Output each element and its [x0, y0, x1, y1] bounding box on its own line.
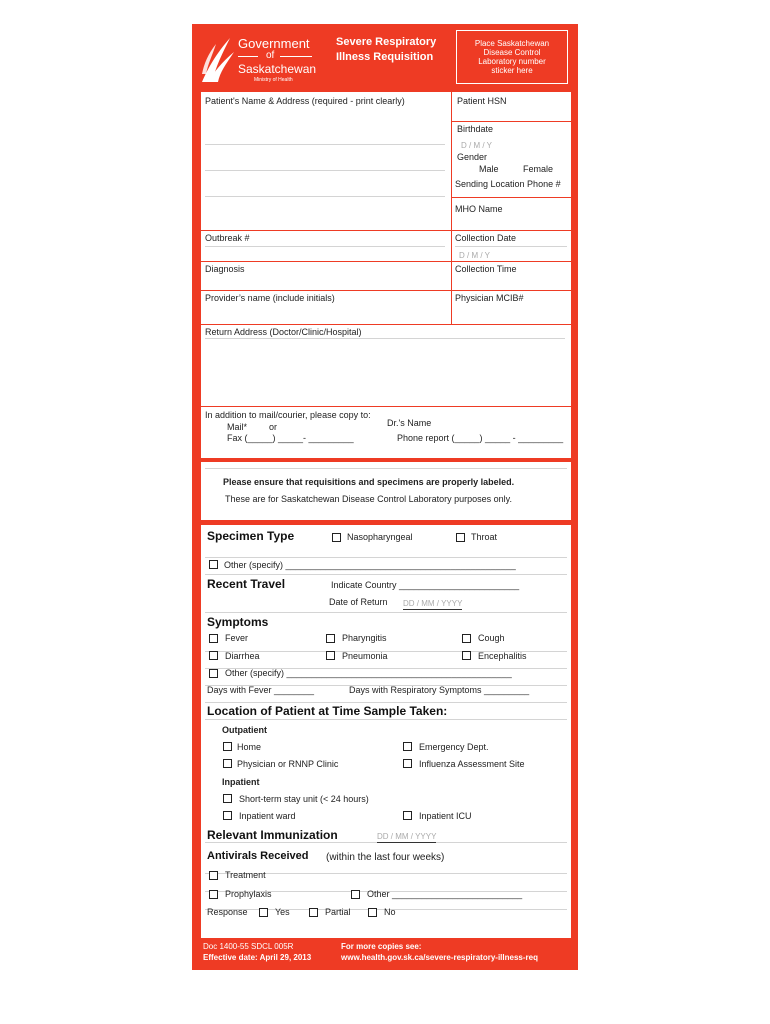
divider — [201, 261, 571, 262]
sticker-line: Disease Control — [483, 48, 541, 57]
copy-or-label: or — [269, 422, 278, 432]
phone-report-field[interactable]: Phone report (_____) _____ - _________ — [397, 433, 564, 443]
write-line — [455, 246, 567, 247]
requisition-form — [192, 24, 578, 970]
collection-date-label[interactable]: Collection Date — [455, 233, 517, 243]
prophylaxis-checkbox[interactable] — [209, 890, 218, 899]
pneumonia-label: Pneumonia — [342, 651, 388, 661]
throat-checkbox[interactable] — [456, 533, 465, 542]
symptoms-heading: Symptoms — [207, 615, 269, 629]
response-partial-checkbox[interactable] — [309, 908, 318, 917]
collection-time-label[interactable]: Collection Time — [455, 264, 517, 274]
sending-location-phone-label[interactable]: Sending Location Phone # — [455, 179, 561, 189]
home-label: Home — [237, 742, 262, 752]
antivirals-other-field[interactable]: Other __________________________ — [367, 889, 523, 899]
prophylaxis-label: Prophylaxis — [225, 889, 272, 899]
encephalitis-checkbox[interactable] — [462, 651, 471, 660]
ministry-label: Ministry of Health — [254, 77, 293, 83]
fever-label: Fever — [225, 633, 249, 643]
date-of-return-label: Date of Return — [329, 597, 388, 607]
copies-url-link[interactable]: www.health.gov.sk.ca/severe-respiratory-illness-req — [341, 953, 538, 962]
divider — [451, 121, 571, 122]
specimen-other-field[interactable]: Other (specify) ______________________________________________ — [224, 560, 516, 570]
encephalitis-label: Encephalitis — [478, 651, 527, 661]
write-line — [205, 557, 567, 558]
response-yes-checkbox[interactable] — [259, 908, 268, 917]
write-line — [205, 702, 567, 703]
notice-panel — [201, 462, 571, 520]
copy-fax-field[interactable]: Fax (_____) _____- _________ — [227, 433, 354, 443]
mho-name-label[interactable]: MHO Name — [455, 204, 503, 214]
treatment-checkbox[interactable] — [209, 871, 218, 880]
treatment-label: Treatment — [225, 870, 266, 880]
collection-date-format: D / M / Y — [459, 251, 490, 260]
divider — [238, 56, 258, 57]
divider — [451, 197, 571, 198]
inpatient-icu-checkbox[interactable] — [403, 811, 412, 820]
write-line — [205, 574, 567, 575]
notice-line2: These are for Saskatchewan Disease Control Laboratory purposes only. — [225, 494, 512, 504]
copy-to-intro: In addition to mail/courier, please copy to: — [205, 410, 371, 420]
nasopharyngeal-checkbox[interactable] — [332, 533, 341, 542]
symptoms-other-field[interactable]: Other (specify) _____________________________________________ — [225, 668, 512, 678]
cough-checkbox[interactable] — [462, 634, 471, 643]
write-line — [205, 468, 567, 469]
copies-label: For more copies see: — [341, 942, 422, 951]
doc-number: Doc 1400-55 SDCL 005R — [203, 942, 294, 951]
divider — [201, 290, 571, 291]
response-label: Response — [207, 907, 248, 917]
dr-name-label[interactable]: Dr.'s Name — [387, 418, 432, 428]
copy-mail-option[interactable]: Mail* — [227, 422, 248, 432]
diarrhea-label: Diarrhea — [225, 651, 260, 661]
fever-checkbox[interactable] — [209, 634, 218, 643]
pneumonia-checkbox[interactable] — [326, 651, 335, 660]
saskatchewan-logo-icon — [200, 34, 236, 84]
patient-hsn-label[interactable]: Patient HSN — [457, 96, 507, 106]
sticker-line: Place Saskatchewan — [474, 39, 550, 48]
birthdate-format: D / M / Y — [461, 141, 492, 150]
specimen-type-heading: Specimen Type — [207, 529, 295, 543]
throat-label: Throat — [471, 532, 498, 542]
influenza-site-label: Influenza Assessment Site — [419, 759, 525, 769]
sticker-line: sticker here — [491, 66, 533, 75]
pharyngitis-label: Pharyngitis — [342, 633, 387, 643]
antivirals-subtitle: (within the last four weeks) — [326, 852, 445, 863]
divider — [201, 324, 571, 325]
inpatient-subheading: Inpatient — [222, 777, 260, 787]
days-fever-field[interactable]: Days with Fever ________ — [207, 685, 315, 695]
influenza-site-checkbox[interactable] — [403, 759, 412, 768]
inpatient-ward-checkbox[interactable] — [223, 811, 232, 820]
response-no-label: No — [384, 907, 396, 917]
emergency-checkbox[interactable] — [403, 742, 412, 751]
physician-rnnp-label: Physician or RNNP Clinic — [237, 759, 339, 769]
response-yes-label: Yes — [275, 907, 290, 917]
sticker-box — [456, 30, 568, 84]
patient-name-address-label[interactable]: Patient's Name & Address (required - print clearly) — [205, 96, 405, 106]
short-term-checkbox[interactable] — [223, 794, 232, 803]
patient-info-panel — [201, 92, 571, 458]
divider — [201, 230, 571, 231]
indicate-country-field[interactable]: Indicate Country ________________________ — [331, 580, 520, 590]
physician-rnnp-checkbox[interactable] — [223, 759, 232, 768]
inpatient-ward-label: Inpatient ward — [239, 811, 296, 821]
response-partial-label: Partial — [325, 907, 351, 917]
home-checkbox[interactable] — [223, 742, 232, 751]
symptoms-other-checkbox[interactable] — [209, 669, 218, 678]
recent-travel-heading: Recent Travel — [207, 577, 286, 591]
diagnosis-label[interactable]: Diagnosis — [205, 264, 245, 274]
form-title-line1: Severe Respiratory — [336, 36, 437, 48]
short-term-label: Short-term stay unit (< 24 hours) — [239, 794, 369, 804]
provider-name-label[interactable]: Provider’s name (include initials) — [205, 293, 335, 303]
outbreak-label[interactable]: Outbreak # — [205, 233, 250, 243]
gender-label: Gender — [457, 152, 488, 162]
effective-date: Effective date: April 29, 2013 — [203, 953, 312, 962]
form-title-line2: Illness Requisition — [336, 51, 434, 63]
location-heading: Location of Patient at Time Sample Taken: — [207, 704, 448, 718]
gender-male-option[interactable]: Male — [479, 164, 499, 174]
sticker-line: Laboratory number — [478, 57, 546, 66]
return-address-label[interactable]: Return Address (Doctor/Clinic/Hospital) — [205, 327, 362, 337]
gender-female-option[interactable]: Female — [523, 164, 554, 174]
outpatient-subheading: Outpatient — [222, 725, 267, 735]
clinical-panel — [201, 525, 571, 938]
write-line — [205, 338, 565, 339]
inpatient-icu-label: Inpatient ICU — [419, 811, 472, 821]
specimen-other-checkbox[interactable] — [209, 560, 218, 569]
immunization-date-field[interactable]: DD / MM / YYYY — [377, 832, 437, 841]
nasopharyngeal-label: Nasopharyngeal — [347, 532, 413, 542]
divider — [201, 406, 571, 407]
response-no-checkbox[interactable] — [368, 908, 377, 917]
gov-of: of — [266, 50, 275, 61]
cough-label: Cough — [478, 633, 505, 643]
antivirals-heading: Antivirals Received — [207, 850, 309, 862]
write-line — [205, 719, 567, 720]
write-line — [205, 144, 445, 145]
pharyngitis-checkbox[interactable] — [326, 634, 335, 643]
physician-mcib-label[interactable]: Physician MCIB# — [455, 293, 524, 303]
diarrhea-checkbox[interactable] — [209, 651, 218, 660]
antivirals-other-checkbox[interactable] — [351, 890, 360, 899]
birthdate-label[interactable]: Birthdate — [457, 124, 494, 134]
immunization-heading: Relevant Immunization — [207, 828, 338, 842]
days-respiratory-field[interactable]: Days with Respiratory Symptoms _________ — [349, 685, 530, 695]
write-line — [205, 246, 445, 247]
gov-line1: Government — [238, 36, 310, 51]
write-line — [205, 170, 445, 171]
date-of-return-field[interactable]: DD / MM / YYYY — [403, 599, 463, 608]
divider — [280, 56, 312, 57]
notice-line1: Please ensure that requisitions and specimens are properly labeled. — [223, 477, 515, 487]
write-line — [205, 196, 445, 197]
write-line — [205, 612, 567, 613]
emergency-label: Emergency Dept. — [419, 742, 489, 752]
gov-line2: Saskatchewan — [238, 62, 317, 76]
